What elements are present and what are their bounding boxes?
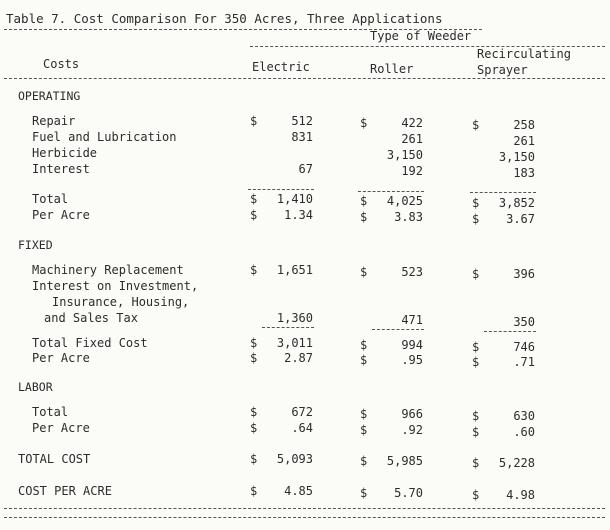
cell-value: 4.85 bbox=[284, 484, 313, 498]
currency-symbol: $ bbox=[360, 116, 368, 130]
header-rule bbox=[4, 78, 605, 79]
section-labor: LABOR bbox=[18, 380, 53, 394]
cell-value: 994 bbox=[401, 338, 423, 352]
row-label: Total bbox=[32, 192, 69, 206]
cell-value: 1,651 bbox=[276, 263, 313, 277]
currency-symbol: $ bbox=[250, 351, 258, 365]
currency-symbol: $ bbox=[472, 488, 480, 502]
cell-value: 67 bbox=[298, 162, 313, 176]
cell-value: 630 bbox=[513, 409, 535, 423]
currency-symbol: $ bbox=[360, 353, 368, 367]
cell-value: 523 bbox=[401, 265, 423, 279]
cell-value: 3,852 bbox=[498, 196, 535, 210]
col-header-electric: Electric bbox=[252, 60, 310, 74]
currency-symbol: $ bbox=[472, 196, 480, 210]
cell-value: 3,150 bbox=[498, 150, 535, 164]
cell-value: 258 bbox=[513, 118, 535, 132]
section-fixed: FIXED bbox=[18, 238, 53, 252]
row-label: Herbicide bbox=[32, 146, 98, 160]
currency-symbol: $ bbox=[250, 452, 258, 466]
cell-value: 1.34 bbox=[284, 208, 313, 222]
col-header-costs: Costs bbox=[43, 57, 80, 71]
row-label: Total bbox=[32, 405, 69, 419]
currency-symbol: $ bbox=[360, 486, 368, 500]
col-header-roller: Roller bbox=[370, 62, 414, 76]
cell-value: 261 bbox=[401, 132, 423, 146]
currency-symbol: $ bbox=[360, 265, 368, 279]
col-header-sprayer-line2: Sprayer bbox=[477, 63, 528, 77]
currency-symbol: $ bbox=[250, 263, 258, 277]
currency-symbol: $ bbox=[250, 208, 258, 222]
cell-value: 471 bbox=[401, 313, 423, 327]
cell-value: 831 bbox=[291, 130, 313, 144]
cell-value: 512 bbox=[291, 114, 313, 128]
cell-value: 396 bbox=[513, 267, 535, 281]
electric-op-rule bbox=[248, 189, 314, 190]
cell-value: 3.67 bbox=[506, 212, 535, 226]
cell-value: 4.98 bbox=[506, 488, 535, 502]
currency-symbol: $ bbox=[250, 336, 258, 350]
currency-symbol: $ bbox=[360, 407, 368, 421]
row-label: COST PER ACRE bbox=[18, 484, 112, 498]
currency-symbol: $ bbox=[472, 267, 480, 281]
cell-value: 192 bbox=[401, 164, 423, 178]
row-label: Interest on Investment, bbox=[32, 279, 199, 293]
col-header-sprayer-line1: Recirculating bbox=[477, 47, 571, 61]
cell-value: .60 bbox=[513, 425, 535, 439]
value-underline bbox=[262, 327, 314, 328]
bottom-rule bbox=[4, 508, 605, 509]
currency-symbol: $ bbox=[472, 355, 480, 369]
row-label: Total Fixed Cost bbox=[32, 336, 148, 350]
currency-symbol: $ bbox=[472, 409, 480, 423]
bottom-rule-2 bbox=[4, 517, 605, 518]
cell-value: 966 bbox=[401, 407, 423, 421]
cell-value: 3.83 bbox=[394, 210, 423, 224]
currency-symbol: $ bbox=[472, 118, 480, 132]
cell-value: .92 bbox=[401, 423, 423, 437]
value-underline bbox=[372, 329, 424, 330]
row-label: Per Acre bbox=[32, 208, 90, 222]
value-underline bbox=[484, 331, 536, 332]
section-operating: OPERATING bbox=[18, 89, 81, 103]
row-label: Per Acre bbox=[32, 351, 90, 365]
currency-symbol: $ bbox=[472, 340, 480, 354]
row-label: Interest bbox=[32, 162, 90, 176]
currency-symbol: $ bbox=[360, 454, 368, 468]
currency-symbol: $ bbox=[472, 425, 480, 439]
currency-symbol: $ bbox=[250, 192, 258, 206]
row-label: Insurance, Housing, bbox=[52, 295, 190, 309]
cell-value: .64 bbox=[291, 421, 313, 435]
row-label: Fuel and Lubrication bbox=[32, 130, 177, 144]
roller-op-rule bbox=[358, 191, 424, 192]
cell-value: 3,011 bbox=[276, 336, 313, 350]
currency-symbol: $ bbox=[250, 421, 258, 435]
cell-value: 1,410 bbox=[276, 192, 313, 206]
cell-value: 3,150 bbox=[386, 148, 423, 162]
currency-symbol: $ bbox=[360, 338, 368, 352]
cell-value: .71 bbox=[513, 355, 535, 369]
cell-value: 261 bbox=[513, 134, 535, 148]
cell-value: 5,093 bbox=[276, 452, 313, 466]
cell-value: 4,025 bbox=[386, 194, 423, 208]
currency-symbol: $ bbox=[472, 212, 480, 226]
row-label: Repair bbox=[32, 114, 76, 128]
cell-value: 672 bbox=[291, 405, 313, 419]
row-label: Per Acre bbox=[32, 421, 90, 435]
currency-symbol: $ bbox=[250, 405, 258, 419]
currency-symbol: $ bbox=[360, 210, 368, 224]
cell-value: .95 bbox=[401, 353, 423, 367]
cell-value: 422 bbox=[401, 116, 423, 130]
currency-symbol: $ bbox=[360, 194, 368, 208]
cell-value: 746 bbox=[513, 340, 535, 354]
sprayer-op-rule bbox=[470, 192, 536, 193]
row-label: Machinery Replacement bbox=[32, 263, 184, 277]
cell-value: 5,985 bbox=[386, 454, 423, 468]
row-label: TOTAL COST bbox=[18, 452, 91, 466]
currency-symbol: $ bbox=[250, 114, 258, 128]
cell-value: 2.87 bbox=[284, 351, 313, 365]
row-label: and Sales Tax bbox=[44, 311, 138, 325]
currency-symbol: $ bbox=[250, 484, 258, 498]
currency-symbol: $ bbox=[472, 456, 480, 470]
cell-value: 350 bbox=[513, 315, 535, 329]
cell-value: 5,228 bbox=[498, 456, 535, 470]
cell-value: 1,360 bbox=[276, 311, 313, 325]
table-title: Table 7. Cost Comparison For 350 Acres, Three Applications bbox=[6, 11, 443, 26]
type-of-weeder-header: Type of Weeder bbox=[370, 29, 472, 43]
cell-value: 183 bbox=[513, 166, 535, 180]
cell-value: 5.70 bbox=[394, 486, 423, 500]
currency-symbol: $ bbox=[360, 423, 368, 437]
